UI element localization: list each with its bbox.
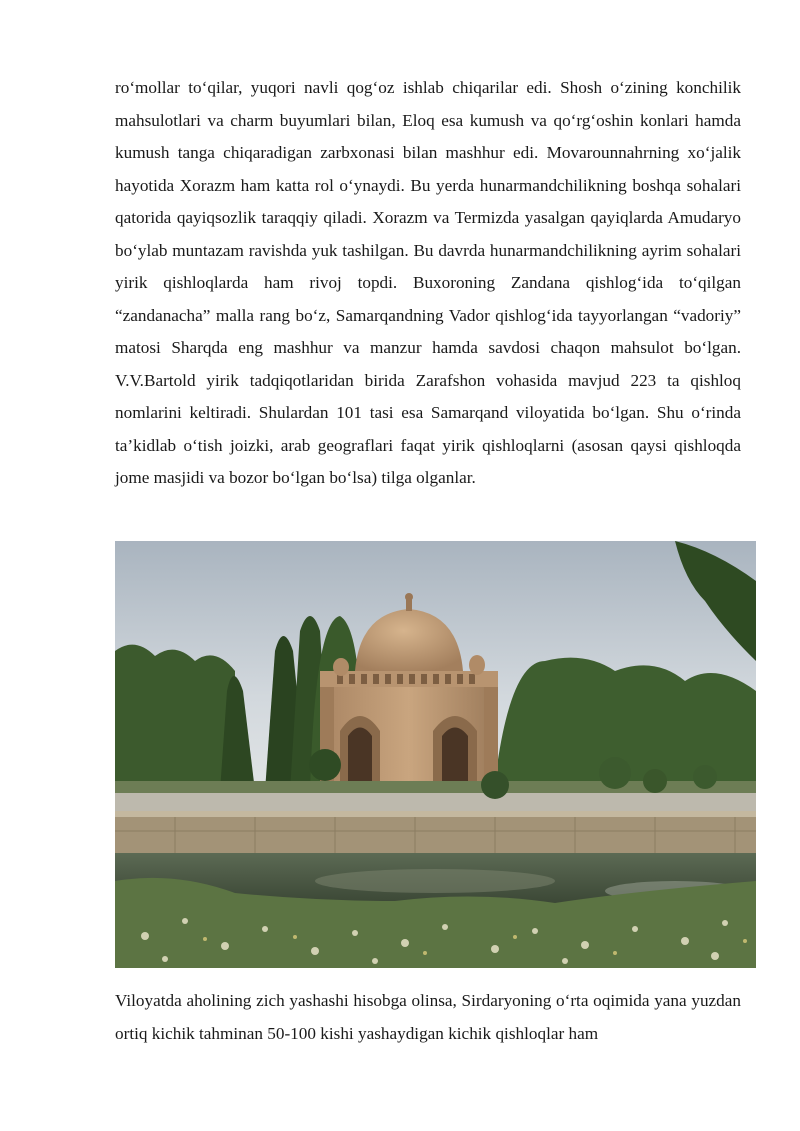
mausoleum-photo: [115, 541, 756, 968]
body-paragraph-2: Viloyatda aholining zich yashashi hisobga olinsa, Sirdaryoning o‘rta oqimida yana yuzdan ortiq kichik tahminan 50-100 kishi yashaydigan kichik qishloqlar ham: [115, 991, 741, 1043]
body-paragraph-1: ro‘mollar to‘qilar, yuqori navli qog‘oz ishlab chiqarilar edi. Shosh o‘zining konchilik mahsulotlari va charm buyumlari bilan, Eloq esa kumush va qo‘rg‘oshin konlari hamda kumush tanga chiqaradigan zarbxonasi bilan mashhur edi. Movarounnahrning xo‘jalik hayotida Xorazm ham katta rol o‘ynaydi. Bu yerda hunarmandchilikning boshqa sohalari qatorida qayiqsozlik taraqqiy qiladi. Xorazm va Termizda yasalgan qayiqlarda Amudaryo bo‘ylab muntazam ravishda yuk tashilgan. Bu davrda hunarmandchilikning ayrim sohalari yirik qishloqlarda ham rivoj topdi. Buxoroning Zandana qishlog‘ida to‘qilgan “zandanacha” malla rang bo‘z, Samarqandning Vador qishlog‘ida tayyorlangan “vadoriy” matosi Sharqda eng mashhur va manzur hamda savdosi chaqon mahsulot bo‘lgan. V.V.Bartold yirik tadqiqotlaridan birida Zarafshon vohasida mavjud 223 ta qishloq nomlarini keltiradi. Shulardan 101 tasi esa Samarqand viloyatida bo‘lgan. Shu o‘rinda ta’kidlab o‘tish joizki, arab geograflari faqat yirik qishloqlarni (asosan qaysi qishloqda jome masjidi va bozor bo‘lgan bo‘lsa) tilga olganlar.: [115, 78, 741, 487]
